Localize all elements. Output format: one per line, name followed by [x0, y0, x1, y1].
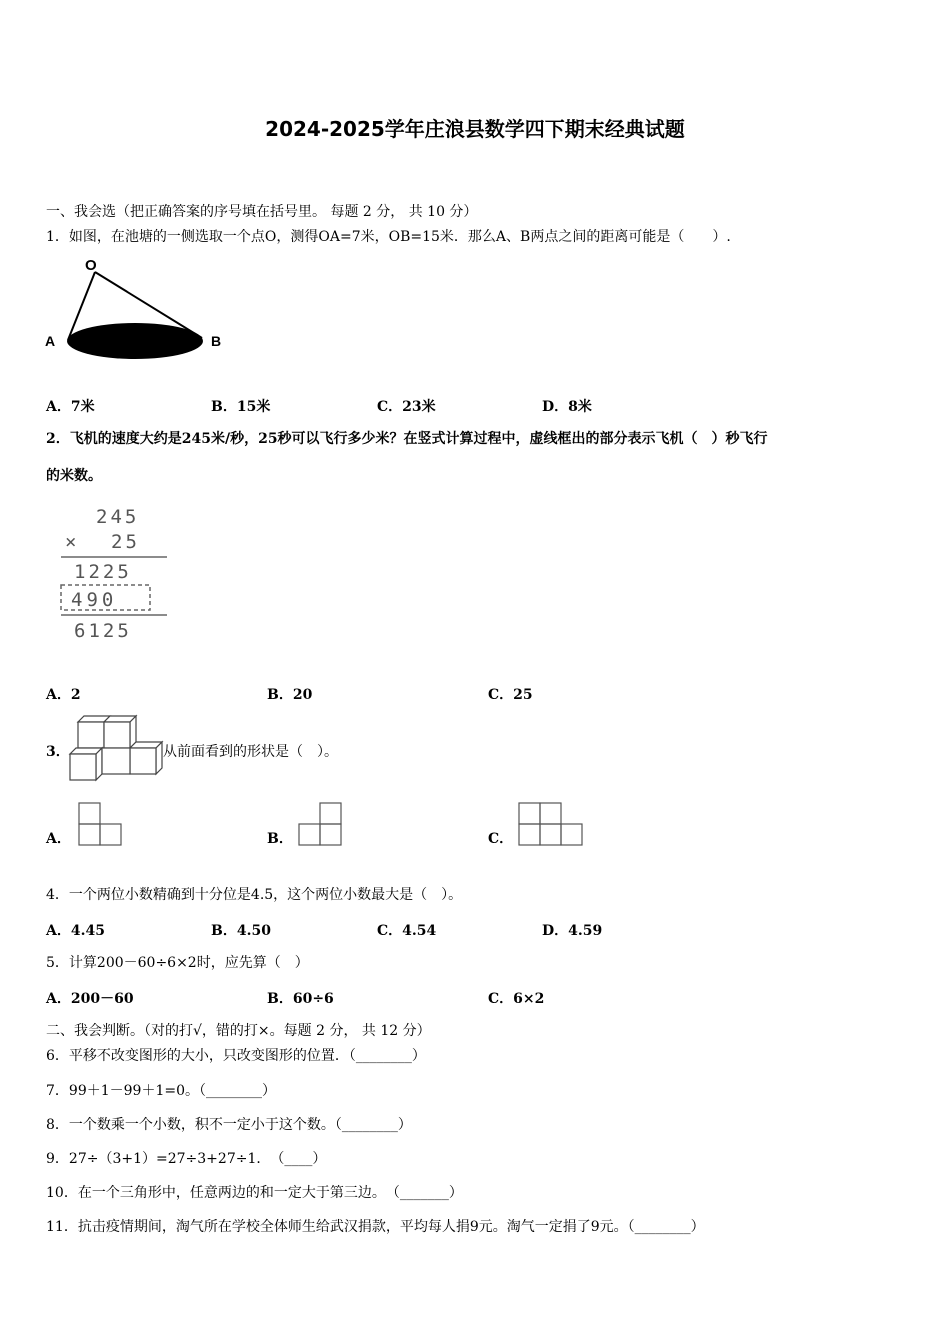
q5-option-a: A．200－60: [46, 991, 134, 1007]
question-2-text-line1: 2．飞机的速度大约是245米/秒，25秒可以飞行多少米？在竖式计算过程中，虚线框出的部分表示飞机（ ）秒飞行: [46, 431, 768, 447]
q3-option-c-shape: [518, 802, 588, 848]
label-o: O: [85, 257, 97, 274]
q3-option-a-label: A．: [46, 831, 71, 847]
q5-option-b: B．60÷6: [267, 991, 334, 1007]
question-1-text: 1．如图，在池塘的一侧选取一个点O，测得OA=7米，OB=15米．那么A、B两点之间的距离可能是（ ）.: [46, 229, 731, 245]
question-9-text: 9．27÷（3+1）=27÷3+27÷1． （____）: [46, 1151, 327, 1167]
question-7-text: 7．99＋1－99＋1=0。（________）: [46, 1083, 276, 1099]
cube-stack-figure: [66, 712, 166, 787]
vertical-multiplication: [55, 500, 180, 645]
question-3-number: 3．: [46, 744, 70, 760]
calc-sign: ×: [65, 531, 77, 553]
q3-option-a-shape: [78, 802, 126, 848]
q2-option-a: A．2: [46, 687, 81, 703]
q1-option-a: A．7米: [46, 399, 95, 415]
calc-row-4: 490: [71, 589, 118, 611]
question-3-text: 从前面看到的形状是（ ）。: [163, 744, 338, 760]
page-title: 2024-2025学年庄浪县数学四下期末经典试题: [265, 117, 685, 141]
question-8-text: 8．一个数乘一个小数，积不一定小于这个数。（________）: [46, 1117, 412, 1133]
calc-row-3: 1225: [74, 561, 132, 583]
q1-option-c: C．23米: [377, 399, 436, 415]
q1-option-d: D．8米: [542, 399, 592, 415]
q3-option-b-shape: [297, 802, 345, 848]
label-b: B: [211, 333, 222, 349]
q4-option-b: B．4.50: [211, 923, 271, 939]
calc-row-1: 245: [96, 506, 140, 528]
q4-option-c: C．4.54: [377, 923, 437, 939]
question-10-text: 10．在一个三角形中，任意两边的和一定大于第三边。 （_______）: [46, 1185, 463, 1201]
section-2-heading: 二、我会判断。（对的打√，错的打×。每题 2 分， 共 12 分）: [46, 1023, 431, 1039]
question-2-text-line2: 的米数。: [46, 468, 102, 484]
calc-row-5: 6125: [74, 620, 132, 642]
q4-option-a: A．4.45: [46, 923, 105, 939]
pond-figure: [40, 250, 240, 370]
q1-option-b: B．15米: [211, 399, 271, 415]
label-a: A: [45, 333, 56, 349]
q3-option-c-label: C．: [488, 831, 514, 847]
q2-option-c: C．25: [488, 687, 533, 703]
q4-option-d: D．4.59: [542, 923, 603, 939]
question-11-text: 11．抗击疫情期间，淘气所在学校全体师生给武汉捐款，平均每人捐9元。淘气一定捐了9元。（________）: [46, 1219, 705, 1235]
question-6-text: 6．平移不改变图形的大小，只改变图形的位置．（________）: [46, 1048, 426, 1064]
q2-option-b: B．20: [267, 687, 313, 703]
question-5-text: 5．计算200－60÷6×2时，应先算（ ）: [46, 955, 309, 971]
calc-row-2: 25: [111, 531, 140, 553]
q5-option-c: C．6×2: [488, 991, 545, 1007]
section-1-heading: 一、我会选（把正确答案的序号填在括号里。 每题 2 分， 共 10 分）: [46, 204, 478, 220]
question-4-text: 4．一个两位小数精确到十分位是4.5，这个两位小数最大是（ ）。: [46, 887, 463, 903]
q3-option-b-label: B．: [267, 831, 293, 847]
